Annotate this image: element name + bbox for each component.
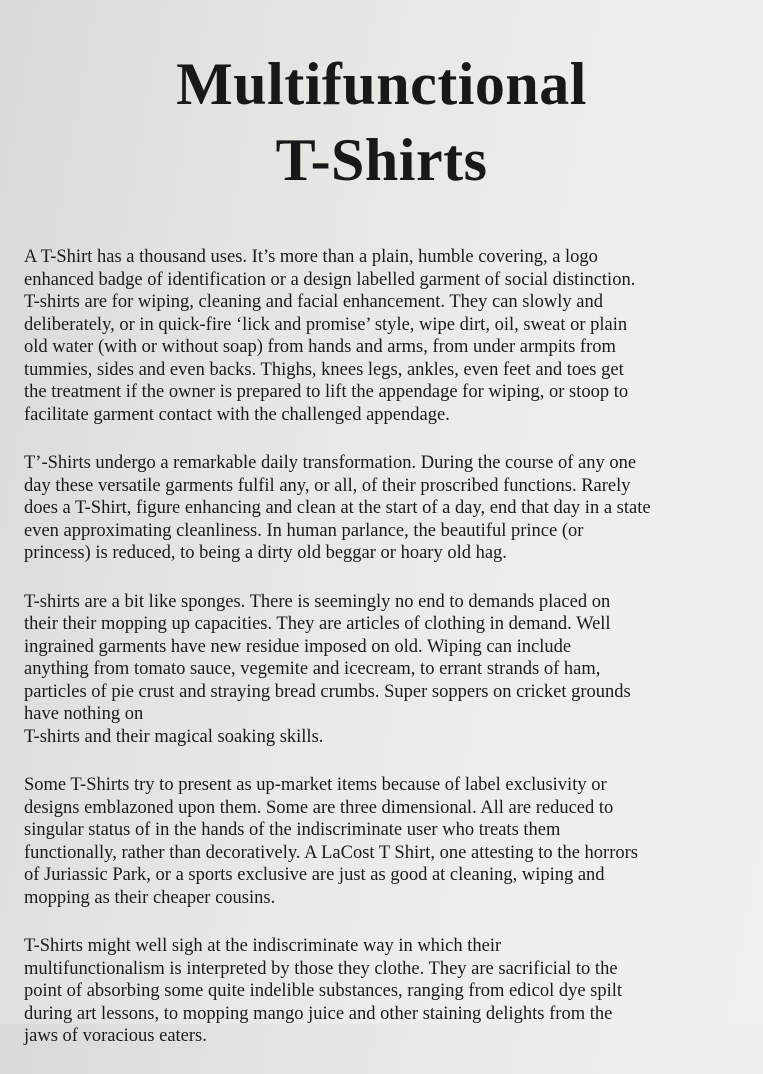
text-line: mopping as their cheaper cousins. (24, 887, 276, 908)
text-line: Some T-Shirts try to present as up-market items because of label exclusivity or (24, 775, 607, 795)
text-line: of Juriassic Park, or a sports exclusive are just as good at cleaning, wiping and (24, 865, 605, 885)
text-line: multifunctionalism is interpreted by those they clothe. They are sacrificial to the (24, 958, 618, 979)
title-line-1: Multifunctional (176, 51, 587, 117)
text-line: T-shirts are a bit like sponges. There is seemingly no end to demands placed on (24, 591, 611, 612)
paragraph-2 (24, 452, 742, 565)
text-line: day these versatile garments fulfil any, or all, of their proscribed functions. Rarely (24, 475, 631, 496)
text-line: have nothing on (24, 704, 144, 724)
text-line: anything from tomato sauce, vegemite and icecream, to errant strands of ham, (24, 659, 601, 679)
text-line: singular status of in the hands of the indiscriminate user who treats them (24, 820, 561, 840)
text-line: during art lessons, to mopping mango juice and other staining delights from the (24, 1003, 613, 1024)
text-line: point of absorbing some quite indelible substances, ranging from edicol dye spilt (24, 981, 623, 1001)
text-line: designs emblazoned upon them. Some are three dimensional. All are reduced to (24, 797, 614, 818)
body-text (24, 246, 742, 1074)
text-line: T-shirts are for wiping, cleaning and facial enhancement. They can slowly and (24, 292, 603, 312)
text-line: jaws of voracious eaters. (24, 1026, 207, 1046)
text-line: ingrained garments have new residue imposed on old. Wiping can include (24, 636, 572, 657)
text-line: T-Shirts might well sigh at the indiscriminate way in which their (24, 936, 502, 956)
text-line: old water (with or without soap) from hands and arms, from under armpits from (24, 337, 616, 357)
text-line: particles of pie crust and straying bread crumbs. Super soppers on cricket grounds (24, 681, 631, 702)
text-line: A T-Shirt has a thousand uses. It’s more than a plain, humble covering, a logo (24, 247, 598, 267)
title-line-2: T-Shirts (275, 127, 488, 193)
text-line: facilitate garment contact with the challenged appendage. (24, 404, 450, 425)
text-line: the treatment if the owner is prepared to lift the appendage for wiping, or stoop to (24, 382, 629, 402)
paragraph-3 (24, 591, 742, 749)
text-line: tummies, sides and even backs. Thighs, knees legs, ankles, even feet and toes get (24, 359, 624, 380)
text-line: T’-Shirts undergo a remarkable daily transformation. During the course of any one (24, 453, 637, 473)
text-line: their their mopping up capacities. They are articles of clothing in demand. Well (24, 614, 611, 634)
text-line: even approximating cleanliness. In human parlance, the beautiful prince (or (24, 520, 584, 541)
paragraph-5 (24, 935, 742, 1048)
text-line: deliberately, or in quick-fire ‘lick and promise’ style, wipe dirt, oil, sweat or plain (24, 314, 628, 335)
paragraph-4 (24, 774, 742, 909)
text-line: does a T-Shirt, figure enhancing and clean at the start of a day, end that day in a state (24, 498, 651, 518)
page-title (0, 46, 763, 198)
text-line: princess) is reduced, to being a dirty old beggar or hoary old hag. (24, 543, 507, 563)
text-line: enhanced badge of identification or a design labelled garment of social distinction. (24, 269, 636, 290)
text-line: T-shirts and their magical soaking skills. (24, 726, 324, 747)
paragraph-1 (24, 246, 742, 426)
text-line: functionally, rather than decoratively. A LaCost T Shirt, one attesting to the horrors (24, 842, 638, 863)
